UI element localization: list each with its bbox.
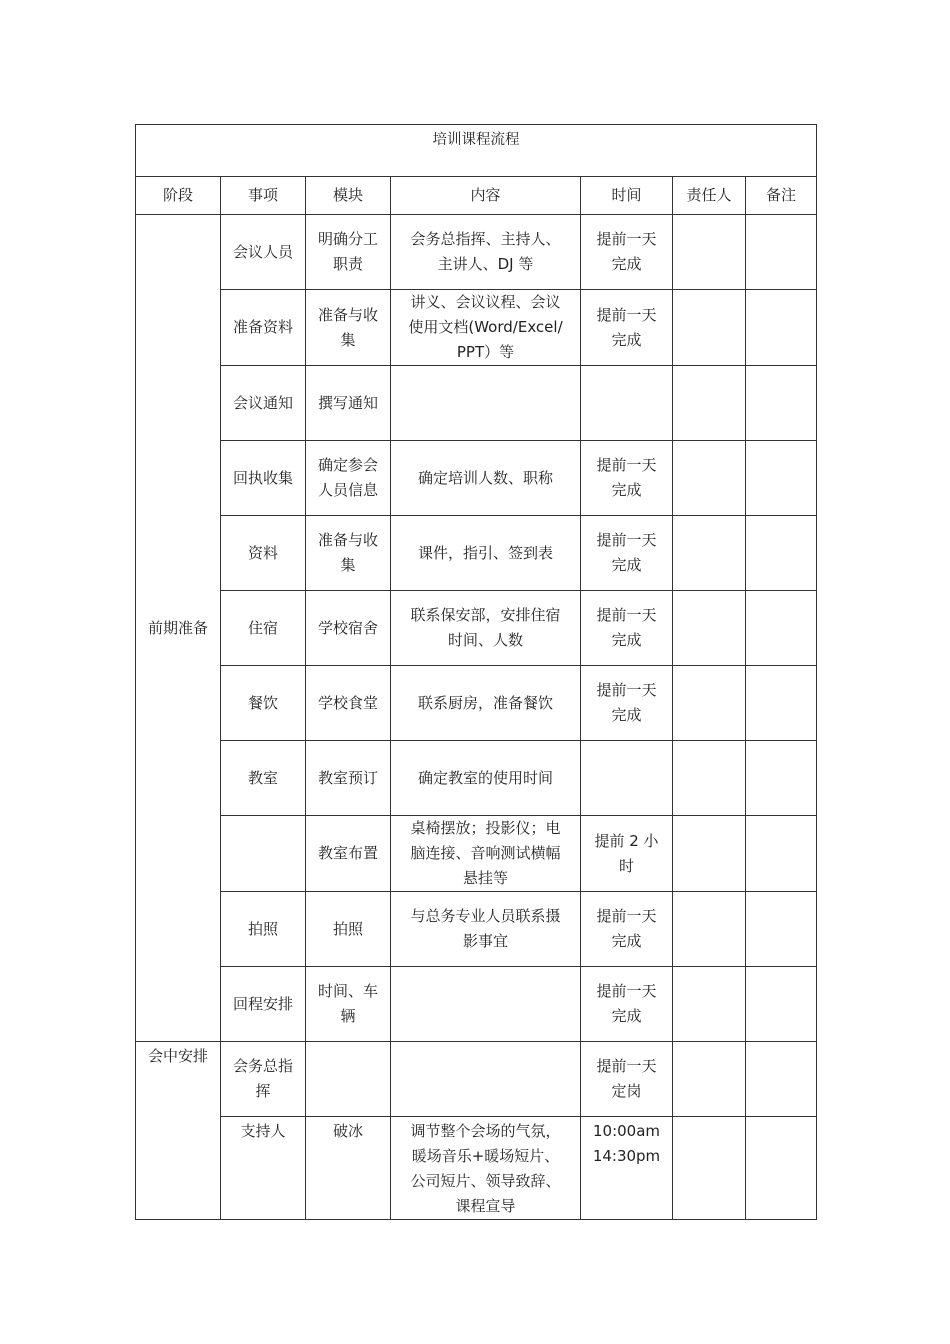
owner-cell <box>673 591 746 666</box>
content-cell: 确定教室的使用时间 <box>417 768 553 787</box>
owner-cell <box>673 666 746 741</box>
table-row <box>136 666 817 741</box>
owner-cell <box>673 215 746 290</box>
table-row <box>136 290 817 366</box>
owner-cell <box>673 967 746 1042</box>
item-cell: 会议人员 <box>232 242 293 261</box>
module-cell: 撰写通知 <box>317 393 378 412</box>
table-row <box>136 967 817 1042</box>
owner-cell <box>673 516 746 591</box>
owner-cell <box>673 366 746 441</box>
content-cell: 确定培训人数、职称 <box>417 468 553 487</box>
table-row <box>136 892 817 967</box>
time-cell: 提前一天 定岗 <box>596 1057 657 1100</box>
module-cell: 明确分工 职责 <box>317 230 378 273</box>
time-cell: 提前 2 小 时 <box>594 831 659 875</box>
header-row <box>136 177 817 215</box>
content-cell: 桌椅摆放；投影仪；电 脑连接、音响测试横幅 悬挂等 <box>410 819 561 887</box>
table-row <box>136 366 817 441</box>
content-cell: 会务总指挥、主持人、 主讲人、DJ 等 <box>410 230 561 273</box>
item-cell: 拍照 <box>247 919 278 938</box>
module-cell: 学校宿舍 <box>317 618 378 637</box>
owner-cell <box>673 892 746 967</box>
owner-cell <box>673 441 746 516</box>
time-cell: 10:00am 14:30pm <box>592 1122 661 1165</box>
module-cell: 时间、车 辆 <box>317 982 378 1025</box>
owner-cell <box>673 290 746 366</box>
table-row <box>136 1042 817 1117</box>
item-cell: 住宿 <box>247 618 278 637</box>
owner-cell <box>673 816 746 892</box>
module-cell: 学校食堂 <box>317 693 378 712</box>
time-cell: 提前一天 完成 <box>596 681 657 724</box>
time-cell: 提前一天 完成 <box>596 531 657 574</box>
module-cell: 教室布置 <box>317 844 378 862</box>
table-row <box>136 516 817 591</box>
content-cell: 调节整个会场的气氛， 暖场音乐+暖场短片、 公司短片、领导致辞、 课程宣导 <box>410 1122 561 1215</box>
note-cell <box>746 741 817 816</box>
item-cell: 教室 <box>247 768 278 787</box>
content-cell: 联系保安部，安排住宿 时间、人数 <box>410 606 561 649</box>
time-cell: 提前一天 完成 <box>596 907 657 950</box>
note-cell <box>746 366 817 441</box>
item-cell: 回执收集 <box>232 468 293 487</box>
table-row <box>136 816 817 892</box>
note-cell <box>746 290 817 366</box>
header-time: 时间 <box>581 177 673 215</box>
owner-cell <box>673 741 746 816</box>
module-cell: 准备与收 集 <box>317 305 378 349</box>
header-owner: 责任人 <box>673 177 746 215</box>
owner-cell <box>673 1117 746 1220</box>
module-cell: 拍照 <box>332 919 363 938</box>
note-cell <box>746 215 817 290</box>
table-row <box>136 215 817 290</box>
content-cell: 讲义、会议议程、会议 使用文档(Word/Excel/ PPT）等 <box>408 293 563 361</box>
header-module: 模块 <box>306 177 391 215</box>
header-content: 内容 <box>391 177 581 215</box>
item-cell: 回程安排 <box>232 994 293 1013</box>
time-cell: 提前一天 完成 <box>596 305 657 349</box>
module-cell: 准备与收 集 <box>317 531 378 574</box>
owner-cell <box>673 1042 746 1117</box>
item-cell: 支持人 <box>240 1122 286 1140</box>
note-cell <box>746 1117 817 1220</box>
phase-cell-prep: 前期准备 <box>136 215 221 1042</box>
table-title: 培训课程流程 <box>136 125 817 177</box>
table-row <box>136 441 817 516</box>
time-cell: 提前一天 完成 <box>596 456 657 499</box>
training-flow-table <box>135 124 817 1220</box>
item-cell: 资料 <box>247 543 278 562</box>
module-cell: 教室预订 <box>317 768 378 787</box>
header-note: 备注 <box>746 177 817 215</box>
table-row <box>136 591 817 666</box>
module-cell: 确定参会 人员信息 <box>317 456 378 499</box>
time-cell: 提前一天 完成 <box>596 982 657 1025</box>
item-cell: 餐饮 <box>247 693 278 712</box>
table-row <box>136 1117 817 1220</box>
header-item: 事项 <box>221 177 306 215</box>
header-phase: 阶段 <box>136 177 221 215</box>
note-cell <box>746 441 817 516</box>
phase-cell-mid: 会中安排 <box>136 1042 221 1220</box>
module-cell: 破冰 <box>332 1122 363 1140</box>
item-cell: 会议通知 <box>232 393 293 412</box>
item-cell: 准备资料 <box>232 318 293 336</box>
note-cell <box>746 1042 817 1117</box>
note-cell <box>746 591 817 666</box>
note-cell <box>746 892 817 967</box>
content-cell: 联系厨房，准备餐饮 <box>417 693 553 712</box>
note-cell <box>746 816 817 892</box>
time-cell: 提前一天 完成 <box>596 606 657 649</box>
content-cell: 与总务专业人员联系摄 影事宜 <box>410 907 561 950</box>
note-cell <box>746 516 817 591</box>
note-cell <box>746 666 817 741</box>
note-cell <box>746 967 817 1042</box>
content-cell: 课件，指引、签到表 <box>417 543 553 562</box>
table-row <box>136 741 817 816</box>
item-cell: 会务总指 挥 <box>232 1057 293 1100</box>
time-cell: 提前一天 完成 <box>596 230 657 273</box>
